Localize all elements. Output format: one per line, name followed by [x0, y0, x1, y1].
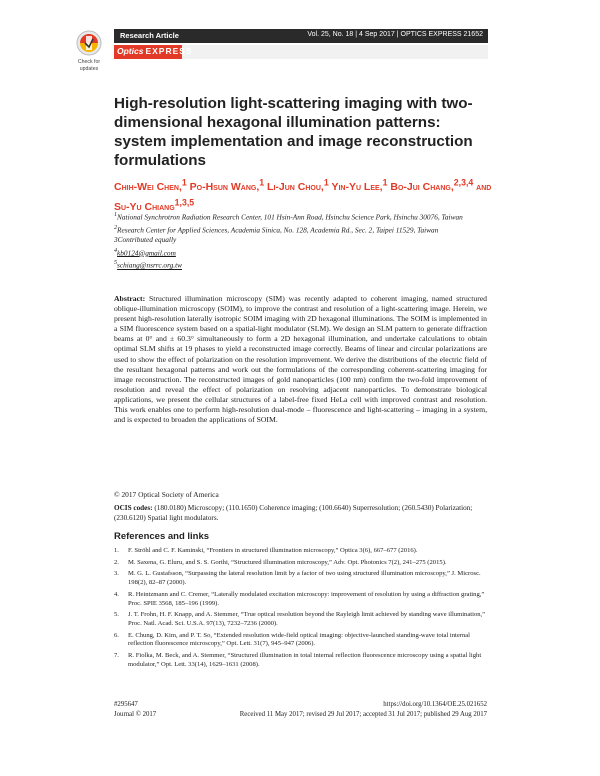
crossmark-badge[interactable]	[76, 30, 102, 76]
journal-name-part2: EXPRESS	[145, 46, 193, 56]
email-link[interactable]: $^4$kb0124@gmail.com	[114, 247, 176, 258]
svg-text:updates: updates	[79, 66, 99, 72]
header-citation: Vol. 25, No. 18 | 4 Sep 2017 | OPTICS EXPRESS 21652	[307, 31, 483, 38]
document-id: #295647	[114, 701, 138, 708]
author-list	[114, 174, 494, 215]
ocis-text: (180.0180) Microscopy; (110.1650) Coherence imaging; (100.6640) Superresolution; (260.5430) Polarization; (230.6120) Spatial light modulators.	[114, 504, 473, 522]
reference-item: 1. F. Ströhl and C. F. Kaminski, “Frontiers in structured illumination microscopy,” Optica 3(6), 667–677 (2016).	[114, 547, 418, 554]
abstract	[114, 294, 487, 425]
author: Po-Hsun Wang,$^1$	[186, 177, 265, 193]
copyright-notice: © 2017 Optical Society of America	[114, 490, 219, 499]
author: and Su-Yu Chiang$^{1,3,5}$	[114, 180, 492, 213]
abstract-label: Abstract:	[114, 294, 146, 303]
svg-text:Check for: Check for	[77, 59, 101, 65]
reference-item: 6. E. Chung, D. Kim, and P. T. So, “Extended resolution wide-field optical imaging: objective-launched standing-wave total internal reflection fluorescence microscopy,” Opt. Lett. 31(7), 945–947 (2006).	[114, 631, 471, 648]
doi-link[interactable]: https://doi.org/10.1364/OE.25.021652	[383, 701, 487, 708]
reference-item: 5. J. T. Frohn, H. F. Knapp, and A. Stemmer, “True optical resolution beyond the Rayleigh limit achieved by standing wave illumination,” Proc. Natl. Acad. Sci. U.S.A. 97(13), 7232–7236 (2000).	[114, 611, 486, 627]
article-type: Research Article	[120, 31, 179, 40]
author: Bo-Jui Chang,$^{2,3,4}$	[387, 177, 474, 193]
journal-name-part1: Optics	[117, 46, 144, 56]
reference-list	[114, 547, 487, 672]
article-title: High-resolution light-scattering imaging with two-dimensional hexagonal illumination patterns: system implementation and image reconstruction formulations	[114, 95, 473, 169]
publication-dates: Received 11 May 2017; revised 29 Jul 2017; accepted 31 Jul 2017; published 29 Aug 2017	[239, 711, 487, 718]
reference-item: 3. M. G. L. Gustafsson, “Surpassing the lateral resolution limit by a factor of two using structured illumination microscopy,” J. Microsc. 198(2), 82–87 (2000).	[114, 570, 481, 587]
author: Chih-Wei Chen,$^1$	[114, 177, 187, 193]
crossmark-icon	[76, 30, 102, 76]
affiliation: 3Contributed equally	[114, 235, 177, 245]
affiliation: $^2$Research Center for Applied Sciences, Academia Sinica, No. 128, Academia Rd., Sec. 2, Taipei 11529, Taiwan	[114, 224, 439, 235]
ocis-label: OCIS codes:	[114, 504, 153, 512]
journal-copyright: Journal © 2017	[114, 711, 157, 718]
reference-item: 4. R. Heintzmann and C. Cremer, “Laterally modulated excitation microscopy: improvement of resolution by using a diffraction grating,” Proc. SPIE 3568, 185–196 (1999).	[114, 590, 485, 607]
reference-item: 7. R. Fiolka, M. Beck, and A. Stemmer, “Structured illumination in total internal reflection fluorescence microscopy using a spatial light modulator,” Opt. Lett. 33(14), 1629–1631 (2008).	[114, 652, 482, 668]
author: Yin-Yu Lee,$^1$	[328, 177, 388, 193]
reference-item: 2. M. Saxena, G. Eluru, and S. S. Gorthi, “Structured illumination microscopy,” Adv. Opt. Photonics 7(2), 241–275 (2015).	[114, 558, 447, 566]
affiliations	[114, 210, 494, 271]
affiliation: $^1$National Synchrotron Radiation Research Center, 101 Hsin-Ann Road, Hsinchu Science Park, Hsinchu 30076, Taiwan	[114, 212, 463, 222]
references-heading: References and links	[114, 531, 210, 542]
journal-logo	[117, 46, 193, 56]
author: Li-Jun Chou,$^1$	[264, 177, 329, 193]
email-link[interactable]: $^5$schiang@nsrrc.org.tw	[114, 260, 183, 270]
ocis-codes	[114, 504, 487, 523]
abstract-text: Structured illumination microscopy (SIM) was recently adapted to coherent imaging, named structured oblique-illumination microscopy (SOIM), to improve the contrast and resolution of a light-scattering image. Herein, we present high-resolution laterally isotropic SOIM imaging with 2D hexagonal illuminations. The SOIM is implemented in a SIM fluorescence system based on a spatial-light modulator (SLM). We design an SLM pattern to generate diffraction beams at 0° and ± 60.3° simultaneously to form a 2D hexagonal illumination, and undertake calculations to obtain optimal SLM shifts at 19 phases to yield a reconstructed image correctly. Beams of linear and circular polarizations are used to show the effect of polarization on the resolution improvement. We derive the distributions of the electric field of the resultant hexagonal patterns and work out the formulations of the corresponding coherent-scattering imaging for image reconstruction. The reconstructed images of gold nanoparticles (100 nm) confirm the two-fold improvement of resolution and reveal the effect of polarization on resolving adjacent nanoparticles. To demonstrate biological applications, we present the cellular structures of a label-free fixed HeLa cell with improved contrast and resolution. This work enables one to perform high-resolution dual-mode – fluorescence and light-scattering – imaging in a system, and is expected to broaden the applications of SOIM.	[114, 294, 488, 425]
